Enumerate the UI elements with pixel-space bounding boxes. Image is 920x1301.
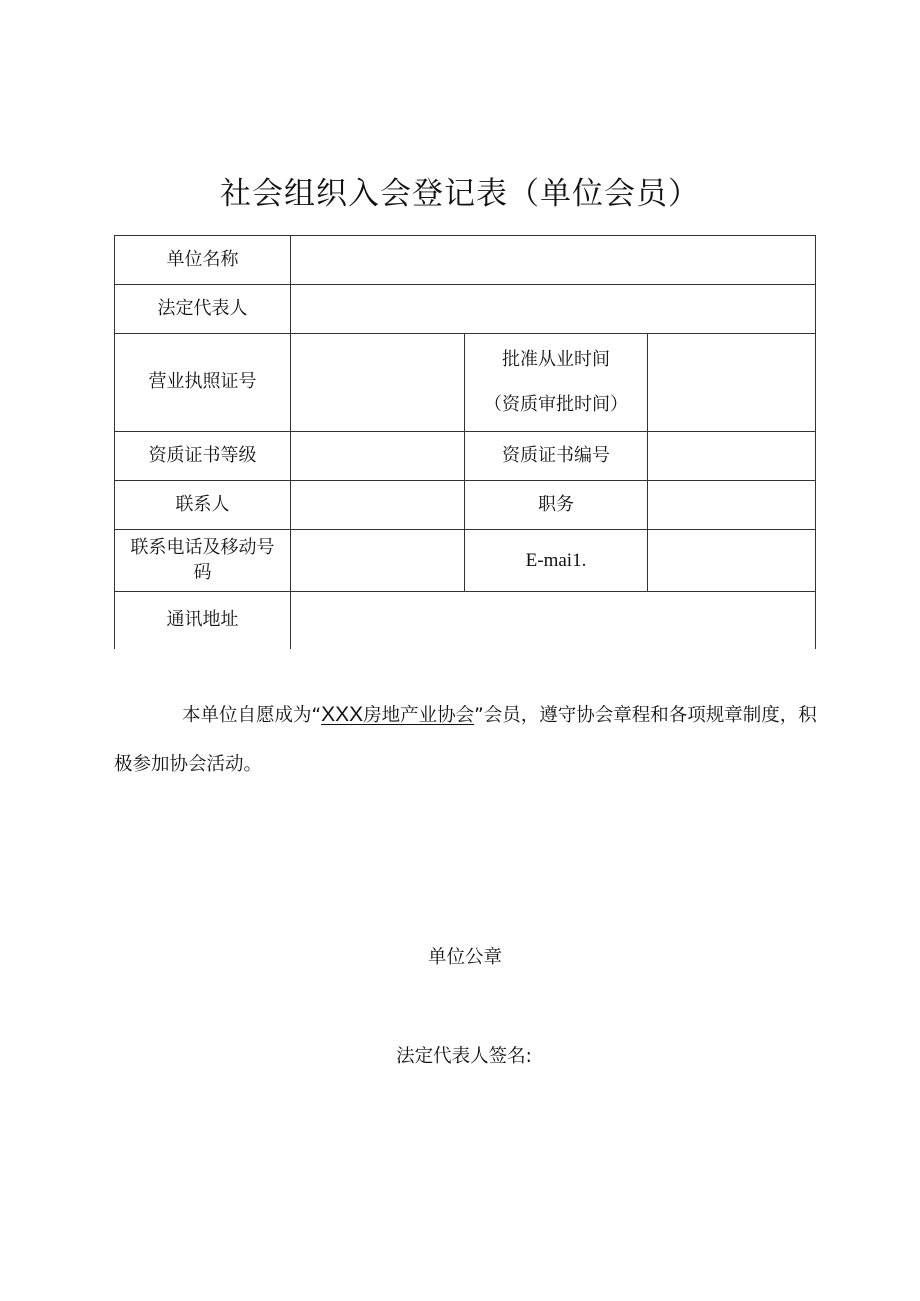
position-field[interactable]: [648, 481, 816, 530]
association-name-text: 房地产业协会: [363, 705, 475, 726]
approval-time-label-line2: （资质审批时间）: [484, 393, 628, 415]
email-field[interactable]: [648, 530, 816, 592]
row-address: [115, 592, 816, 649]
contact-label: 联系人: [115, 481, 291, 530]
declaration-prefix: 本单位自愿成为“: [182, 705, 322, 726]
row-phone-email: [115, 530, 816, 592]
row-unit-name: [115, 236, 816, 285]
membership-declaration: [114, 690, 817, 789]
cert-level-label: 资质证书等级: [115, 432, 291, 481]
address-label: 通讯地址: [115, 592, 291, 649]
approval-time-label-line1: 批准从业时间: [502, 349, 610, 371]
address-field[interactable]: [291, 592, 816, 649]
contact-field[interactable]: [291, 481, 465, 530]
association-name-latin: XXX: [321, 703, 364, 726]
approval-time-field[interactable]: [648, 334, 816, 432]
row-legal-rep: [115, 285, 816, 334]
unit-seal-label: 单位公章: [427, 947, 502, 968]
declaration-suffix: ”会员，遵守协会章程和各项规章制度，积极参加协会活动。: [114, 705, 817, 775]
legal-rep-label: 法定代表人: [115, 285, 291, 334]
unit-name-label: 单位名称: [115, 236, 291, 285]
phone-label-line2: 码: [193, 561, 212, 583]
cert-level-field[interactable]: [291, 432, 465, 481]
cert-no-field[interactable]: [648, 432, 816, 481]
association-name: [321, 705, 474, 726]
phone-label: [115, 530, 291, 592]
row-certificate: [115, 432, 816, 481]
row-license: [115, 334, 816, 432]
phone-label-line1: 联系电话及移动号: [130, 537, 275, 559]
email-label: E-mai1.: [465, 530, 648, 592]
position-label: 职务: [465, 481, 648, 530]
cert-no-label: 资质证书编号: [465, 432, 648, 481]
license-no-field[interactable]: [291, 334, 465, 432]
legal-rep-signature-label: 法定代表人签名:: [396, 1046, 532, 1067]
unit-name-field[interactable]: [291, 236, 816, 285]
license-no-label: 营业执照证号: [115, 334, 291, 432]
registration-form-table: [114, 235, 816, 649]
approval-time-label: [465, 334, 648, 432]
legal-rep-field[interactable]: [291, 285, 816, 334]
row-contact: [115, 481, 816, 530]
page-title: 社会组织入会登记表（单位会员）: [220, 176, 700, 212]
phone-field[interactable]: [291, 530, 465, 592]
